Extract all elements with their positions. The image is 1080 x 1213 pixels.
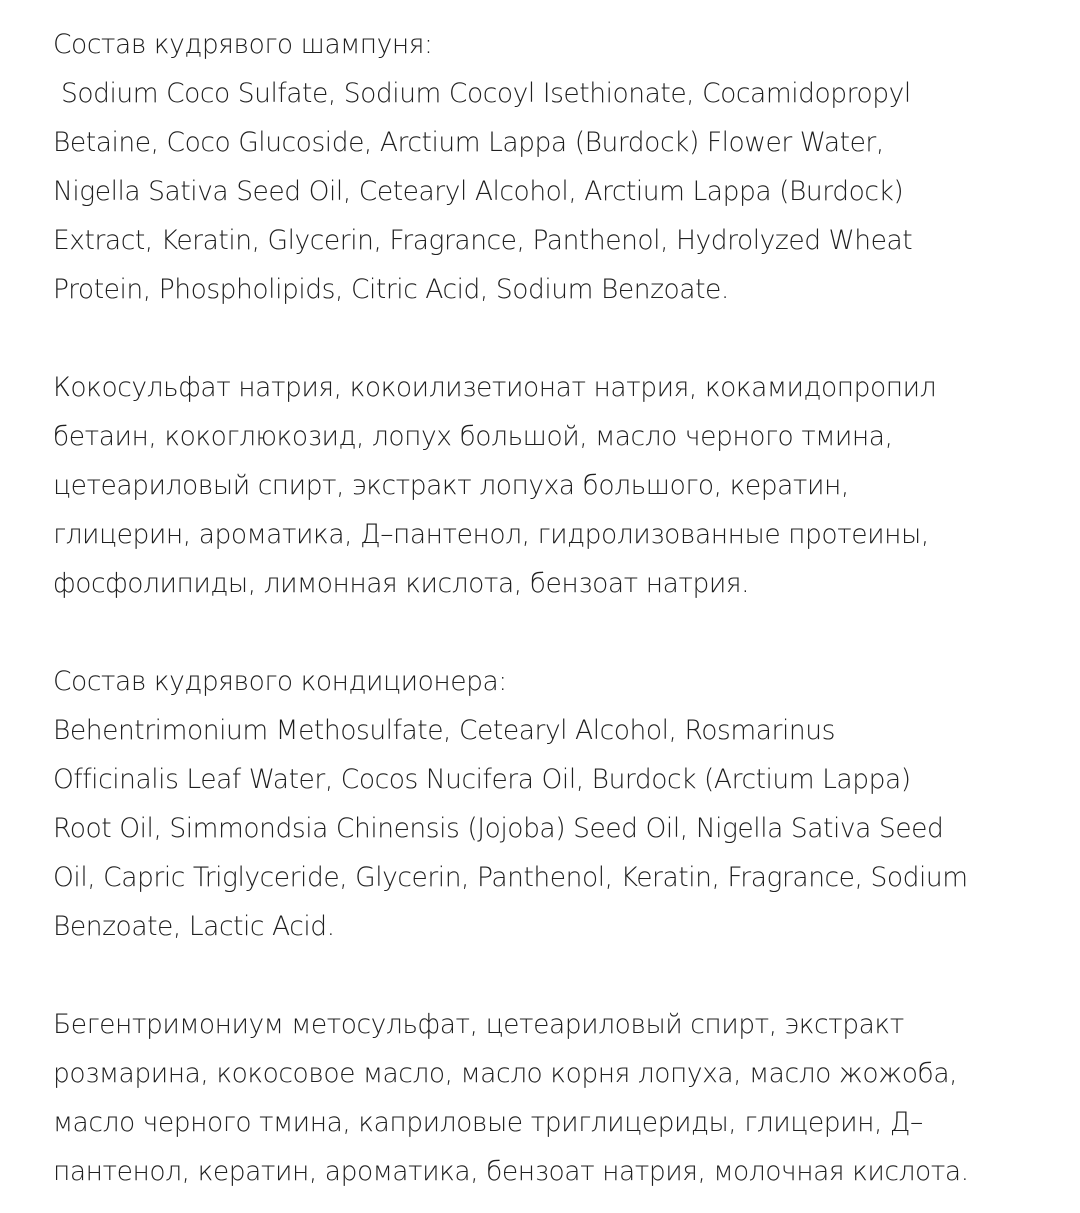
paragraph-spacer — [53, 951, 1063, 1000]
text-line: бетаин, кокоглюкозид, лопух большой, масло черного тмина, — [53, 421, 893, 452]
text-line: глицерин, ароматика, Д–пантенол, гидролизованные протеины, — [53, 519, 929, 550]
text-line: розмарина, кокосовое масло, масло корня лопуха, масло жожоба, — [53, 1058, 958, 1089]
paragraph-spacer — [53, 608, 1063, 657]
text-line: пантенол, кератин, ароматика, бензоат натрия, молочная кислота. — [53, 1156, 969, 1187]
conditioner-ingredients-ru — [53, 1000, 1063, 1196]
text-line: Sodium Coco Sulfate, Sodium Cocoyl Isethionate, Cocamidopropyl — [53, 78, 911, 109]
conditioner-section — [53, 657, 1063, 1196]
text-line: Protein, Phospholipids, Citric Acid, Sodium Benzoate. — [53, 274, 729, 305]
text-line: Extract, Keratin, Glycerin, Fragrance, Panthenol, Hydrolyzed Wheat — [53, 225, 913, 256]
text-line: масло черного тмина, каприловые триглицериды, глицерин, Д– — [53, 1107, 923, 1138]
shampoo-section — [53, 20, 1063, 608]
text-line: фосфолипиды, лимонная кислота, бензоат натрия. — [53, 568, 750, 599]
shampoo-ingredients-en — [53, 69, 1063, 314]
text-line: Кокосульфат натрия, кокоилизетионат натрия, кокамидопропил — [53, 372, 937, 403]
ingredients-document — [53, 20, 1063, 1196]
text-line: Betaine, Coco Glucoside, Arctium Lappa (Burdock) Flower Water, — [53, 127, 884, 158]
text-line: Root Oil, Simmondsia Chinensis (Jojoba) Seed Oil, Nigella Sativa Seed — [53, 813, 944, 844]
text-line: Behentrimonium Methosulfate, Cetearyl Alcohol, Rosmarinus — [53, 715, 835, 746]
conditioner-heading: Состав кудрявого кондиционера: — [53, 666, 507, 697]
text-line: Officinalis Leaf Water, Cocos Nucifera Oil, Burdock (Arctium Lappa) — [53, 764, 911, 795]
text-line: Nigella Sativa Seed Oil, Cetearyl Alcohol, Arctium Lappa (Burdock) — [53, 176, 904, 207]
conditioner-ingredients-en — [53, 706, 1063, 951]
text-line: цетеариловый спирт, экстракт лопуха большого, кератин, — [53, 470, 849, 501]
text-line: Oil, Capric Triglyceride, Glycerin, Panthenol, Keratin, Fragrance, Sodium — [53, 862, 968, 893]
text-line: Benzoate, Lactic Acid. — [53, 911, 335, 942]
paragraph-spacer — [53, 314, 1063, 363]
shampoo-ingredients-ru — [53, 363, 1063, 608]
text-line: Бегентримониум метосульфат, цетеариловый спирт, экстракт — [53, 1009, 904, 1040]
shampoo-heading: Состав кудрявого шампуня: — [53, 29, 433, 60]
